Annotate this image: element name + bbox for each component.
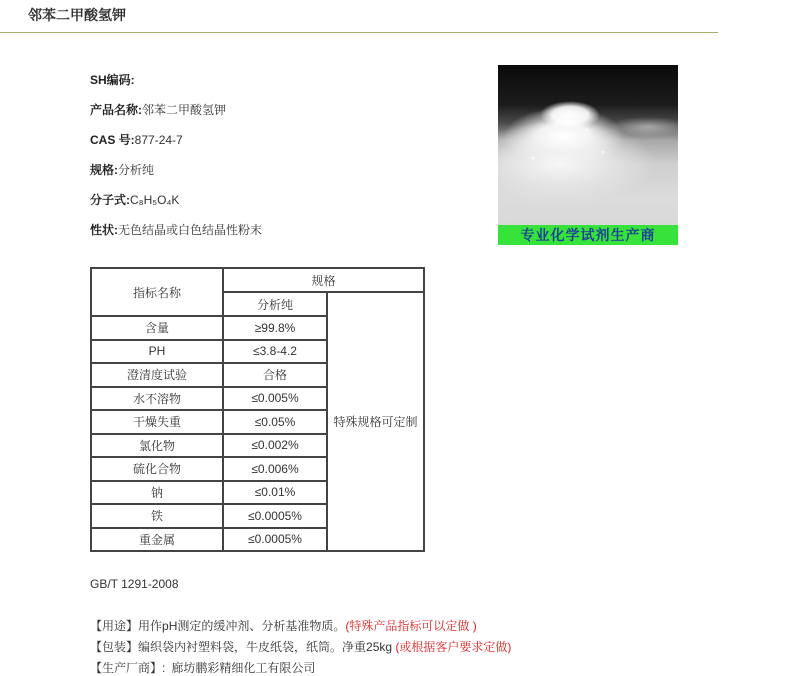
page-title: 邻苯二甲酸氢钾 (28, 7, 126, 23)
crystal-sparkle (586, 129, 588, 131)
info-product-name (90, 102, 470, 132)
info-formula (90, 192, 470, 222)
crystal-sparkle (568, 111, 570, 113)
info-value: C₈H₅O₄K (130, 193, 180, 207)
row-value: ≤0.005% (223, 387, 327, 411)
usage-note (90, 619, 690, 640)
row-value: ≥99.8% (223, 316, 327, 340)
row-value: ≤0.05% (223, 410, 327, 434)
row-item: 含量 (91, 316, 223, 340)
info-value: 分析纯 (118, 163, 155, 177)
row-item: 干燥失重 (91, 410, 223, 434)
info-value: 邻苯二甲酸氢钾 (142, 103, 227, 117)
custom-spec-note: 特殊规格可定制 (327, 292, 424, 551)
header-item-name: 指标名称 (91, 268, 223, 316)
info-value: 877-24-7 (134, 133, 183, 147)
row-value: ≤0.006% (223, 457, 327, 481)
info-label: 分子式: (90, 193, 130, 207)
title-divider (0, 32, 718, 33)
info-label: 性状: (90, 223, 118, 237)
info-label: 产品名称: (90, 103, 142, 117)
note-text: 编织袋内衬塑料袋，牛皮纸袋，纸筒。净重25kg (138, 640, 396, 654)
info-label: 规格: (90, 163, 118, 177)
info-value: 无色结晶或白色结晶性粉末 (118, 223, 263, 237)
header-spec: 规格 (223, 268, 424, 292)
manufacturer-name: 廊坊鹏彩精细化工有限公司 (171, 661, 316, 675)
note-label: 【用途】 (90, 619, 139, 633)
packaging-note (90, 640, 690, 661)
info-label: CAS 号: (90, 133, 135, 147)
crystal-sparkle (550, 135, 552, 137)
table-header-row (91, 268, 424, 292)
row-item: 水不溶物 (91, 387, 223, 411)
manufacturer-note (90, 661, 690, 675)
row-value: ≤3.8-4.2 (223, 340, 327, 364)
row-value: ≤0.002% (223, 434, 327, 458)
row-item: 钠 (91, 481, 223, 505)
info-grade (90, 162, 470, 192)
row-value: ≤0.0005% (223, 528, 327, 552)
row-item: 澄清度试验 (91, 363, 223, 387)
standard-code: GB/T 1291-2008 (90, 577, 179, 591)
note-label: 【生产厂商】: (90, 661, 166, 675)
note-text: 用作pH测定的缓冲剂、分析基准物质。 (138, 619, 346, 633)
row-item: 铁 (91, 504, 223, 528)
crystal-sparkle (532, 157, 534, 159)
row-value: ≤0.0005% (223, 504, 327, 528)
info-label: SH编码: (90, 73, 135, 87)
product-info (90, 72, 470, 252)
product-photo (498, 65, 678, 245)
note-label: 【包装】 (90, 640, 139, 654)
row-item: 重金属 (91, 528, 223, 552)
row-item: PH (91, 340, 223, 364)
row-value: ≤0.01% (223, 481, 327, 505)
info-sh-code (90, 72, 470, 102)
info-cas-number (90, 132, 470, 162)
info-appearance (90, 222, 470, 252)
header-grade: 分析纯 (223, 292, 327, 316)
row-item: 氯化物 (91, 434, 223, 458)
note-highlight: (或根据客户要求定做) (395, 640, 512, 654)
row-value: 合格 (223, 363, 327, 387)
row-item: 硫化合物 (91, 457, 223, 481)
spec-table (90, 267, 425, 552)
note-highlight: (特殊产品指标可以定做 ) (345, 619, 477, 633)
image-banner: 专业化学试剂生产商 (498, 225, 678, 245)
product-notes (90, 619, 690, 675)
crystal-sparkle (602, 151, 604, 153)
